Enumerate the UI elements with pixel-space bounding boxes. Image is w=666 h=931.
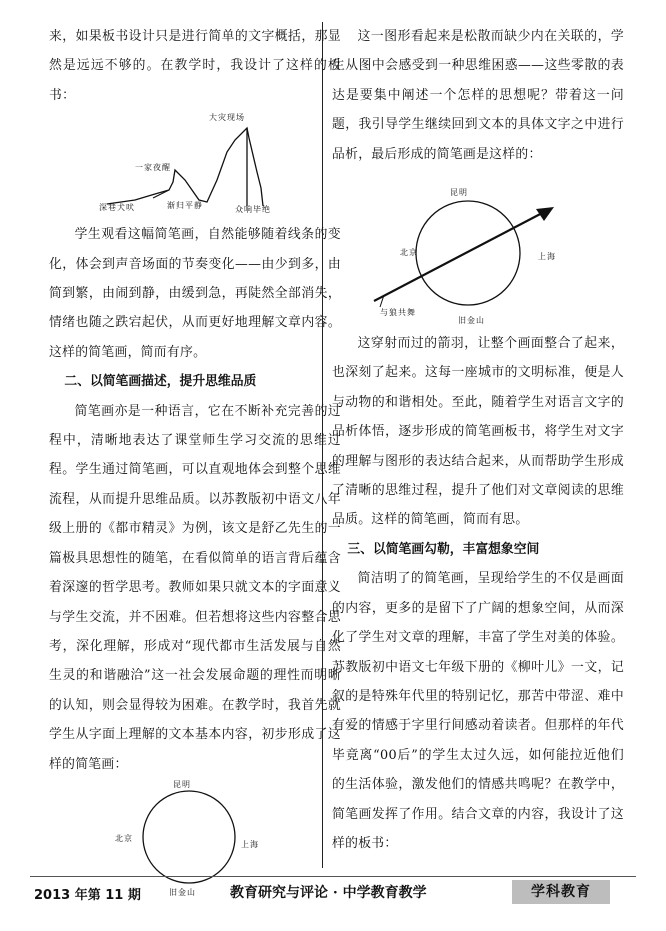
diagram-label: 旧金山 [458, 316, 485, 326]
diagram-label: 与狼共舞 [380, 308, 416, 318]
diagram-label: 上海 [241, 839, 259, 849]
journal-name: 教育研究与评论 · 中学教育教学 [230, 885, 427, 901]
paragraph: 简笔画亦是一种语言，它在不断补充完善的过程中，清晰地表达了课堂师生学习交流的思维过程。学生通过简笔画，可以直观地体会到整个思维流程，从而提升思维品质。以苏教版初中语文八年级上册的《都市精灵》为例，该文是舒乙先生的一篇极具思想性的随笔，在看似简单的语言背后蕴含着深邃的哲学思考。教师如果只就文本的字面意义与学生交流，并不困难。但若想将这些内容整合思考，深化理解，形成对“现代都市生活发展与自然生灵的和谐融洽”这一社会发展命题的理性而明晰的认知，则会显得较为困难。在教学时，我首先就学生从字面上理解的文本基本内容，初步形成了这样的简笔画： [49, 403, 341, 772]
paragraph: 这穿射而过的箭羽，让整个画面整合了起来，也深刻了起来。这每一座城市的文明标准，便是人与动物的和谐相处。至此，随着学生对语言文字的品析体悟，逐步形成的简笔画板书，将学生对文字的理解与图形的表达结合起来，从而帮助学生形成了清晰的思维过程，提升了他们对文章阅读的思维品质。这样的简笔画，简而有思。 [332, 336, 624, 528]
issue-label: 2013 年第 11 期 [34, 888, 141, 903]
paragraph: 学生观看这幅简笔画，自然能够随着线条的变化，体会到声音场面的节奏变化——由少到多，由简到繁，由闹到静，由缓到急，再陡然全部消失，情绪也随之跌宕起伏，从而更好地理解文章内容。这样的简笔画，简而有序。 [49, 227, 341, 360]
section-badge: 学科教育 [512, 880, 610, 904]
circle-drawing [49, 779, 341, 899]
diagram-label: 众响毕绝 [235, 205, 271, 215]
paragraph: 这一图形看起来是松散而缺少内在关联的，学生从图中会感受到一种思维困惑——这些零散的表达是要集中阐述一个怎样的思想呢？带着这一问题，我引导学生继续回到文本的具体文字之中进行品析，最后形成的简笔画是这样的： [332, 29, 624, 162]
diagram-label: 上海 [538, 252, 556, 262]
diagram-label: 旧金山 [169, 887, 196, 897]
diagram-label: 昆明 [450, 188, 468, 198]
diagram-label: 深巷犬吠 [99, 203, 135, 213]
diagram-label: 一家夜醒 [135, 163, 171, 173]
diagram-label: 大灾现场 [209, 113, 245, 123]
footer-rule [30, 876, 636, 877]
diagram-label: 昆明 [173, 779, 191, 789]
cities-arrow-diagram [332, 169, 624, 329]
rhythm-diagram [49, 110, 341, 220]
section-heading: 三、以简笔画勾勒，丰富想象空间 [347, 541, 540, 557]
paragraph: 简洁明了的简笔画，呈现给学生的不仅是画面的内容，更多的是留下了广阔的想象空间，从而深化了学生对文章的理解，丰富了学生对美的体验。苏教版初中语文七年级下册的《柳叶儿》一文，记叙的是特殊年代里的特别记忆，那苦中带涩、难中有爱的情感于字里行间感动着读者。但那样的年代毕竟离“00后”的学生太过久远，如何能拉近他们的生活体验，激发他们的情感共鸣呢？在教学中，简笔画发挥了作用。结合文章的内容，我设计了这样的板书： [332, 571, 624, 851]
left-column [49, 22, 341, 899]
diagram-label: 北京 [400, 248, 418, 258]
paragraph: 来，如果板书设计只是进行简单的文字概括，那显然是远远不够的。在教学时，我设计了这样的板书： [49, 29, 341, 103]
diagram-label: 渐归平静 [167, 201, 203, 211]
diagram-label: 北京 [115, 833, 133, 843]
section-heading: 二、以简笔画描述，提升思维品质 [64, 374, 257, 390]
cities-circle-diagram [49, 779, 341, 899]
right-column [332, 22, 624, 858]
circle-arrow-drawing [332, 169, 624, 329]
